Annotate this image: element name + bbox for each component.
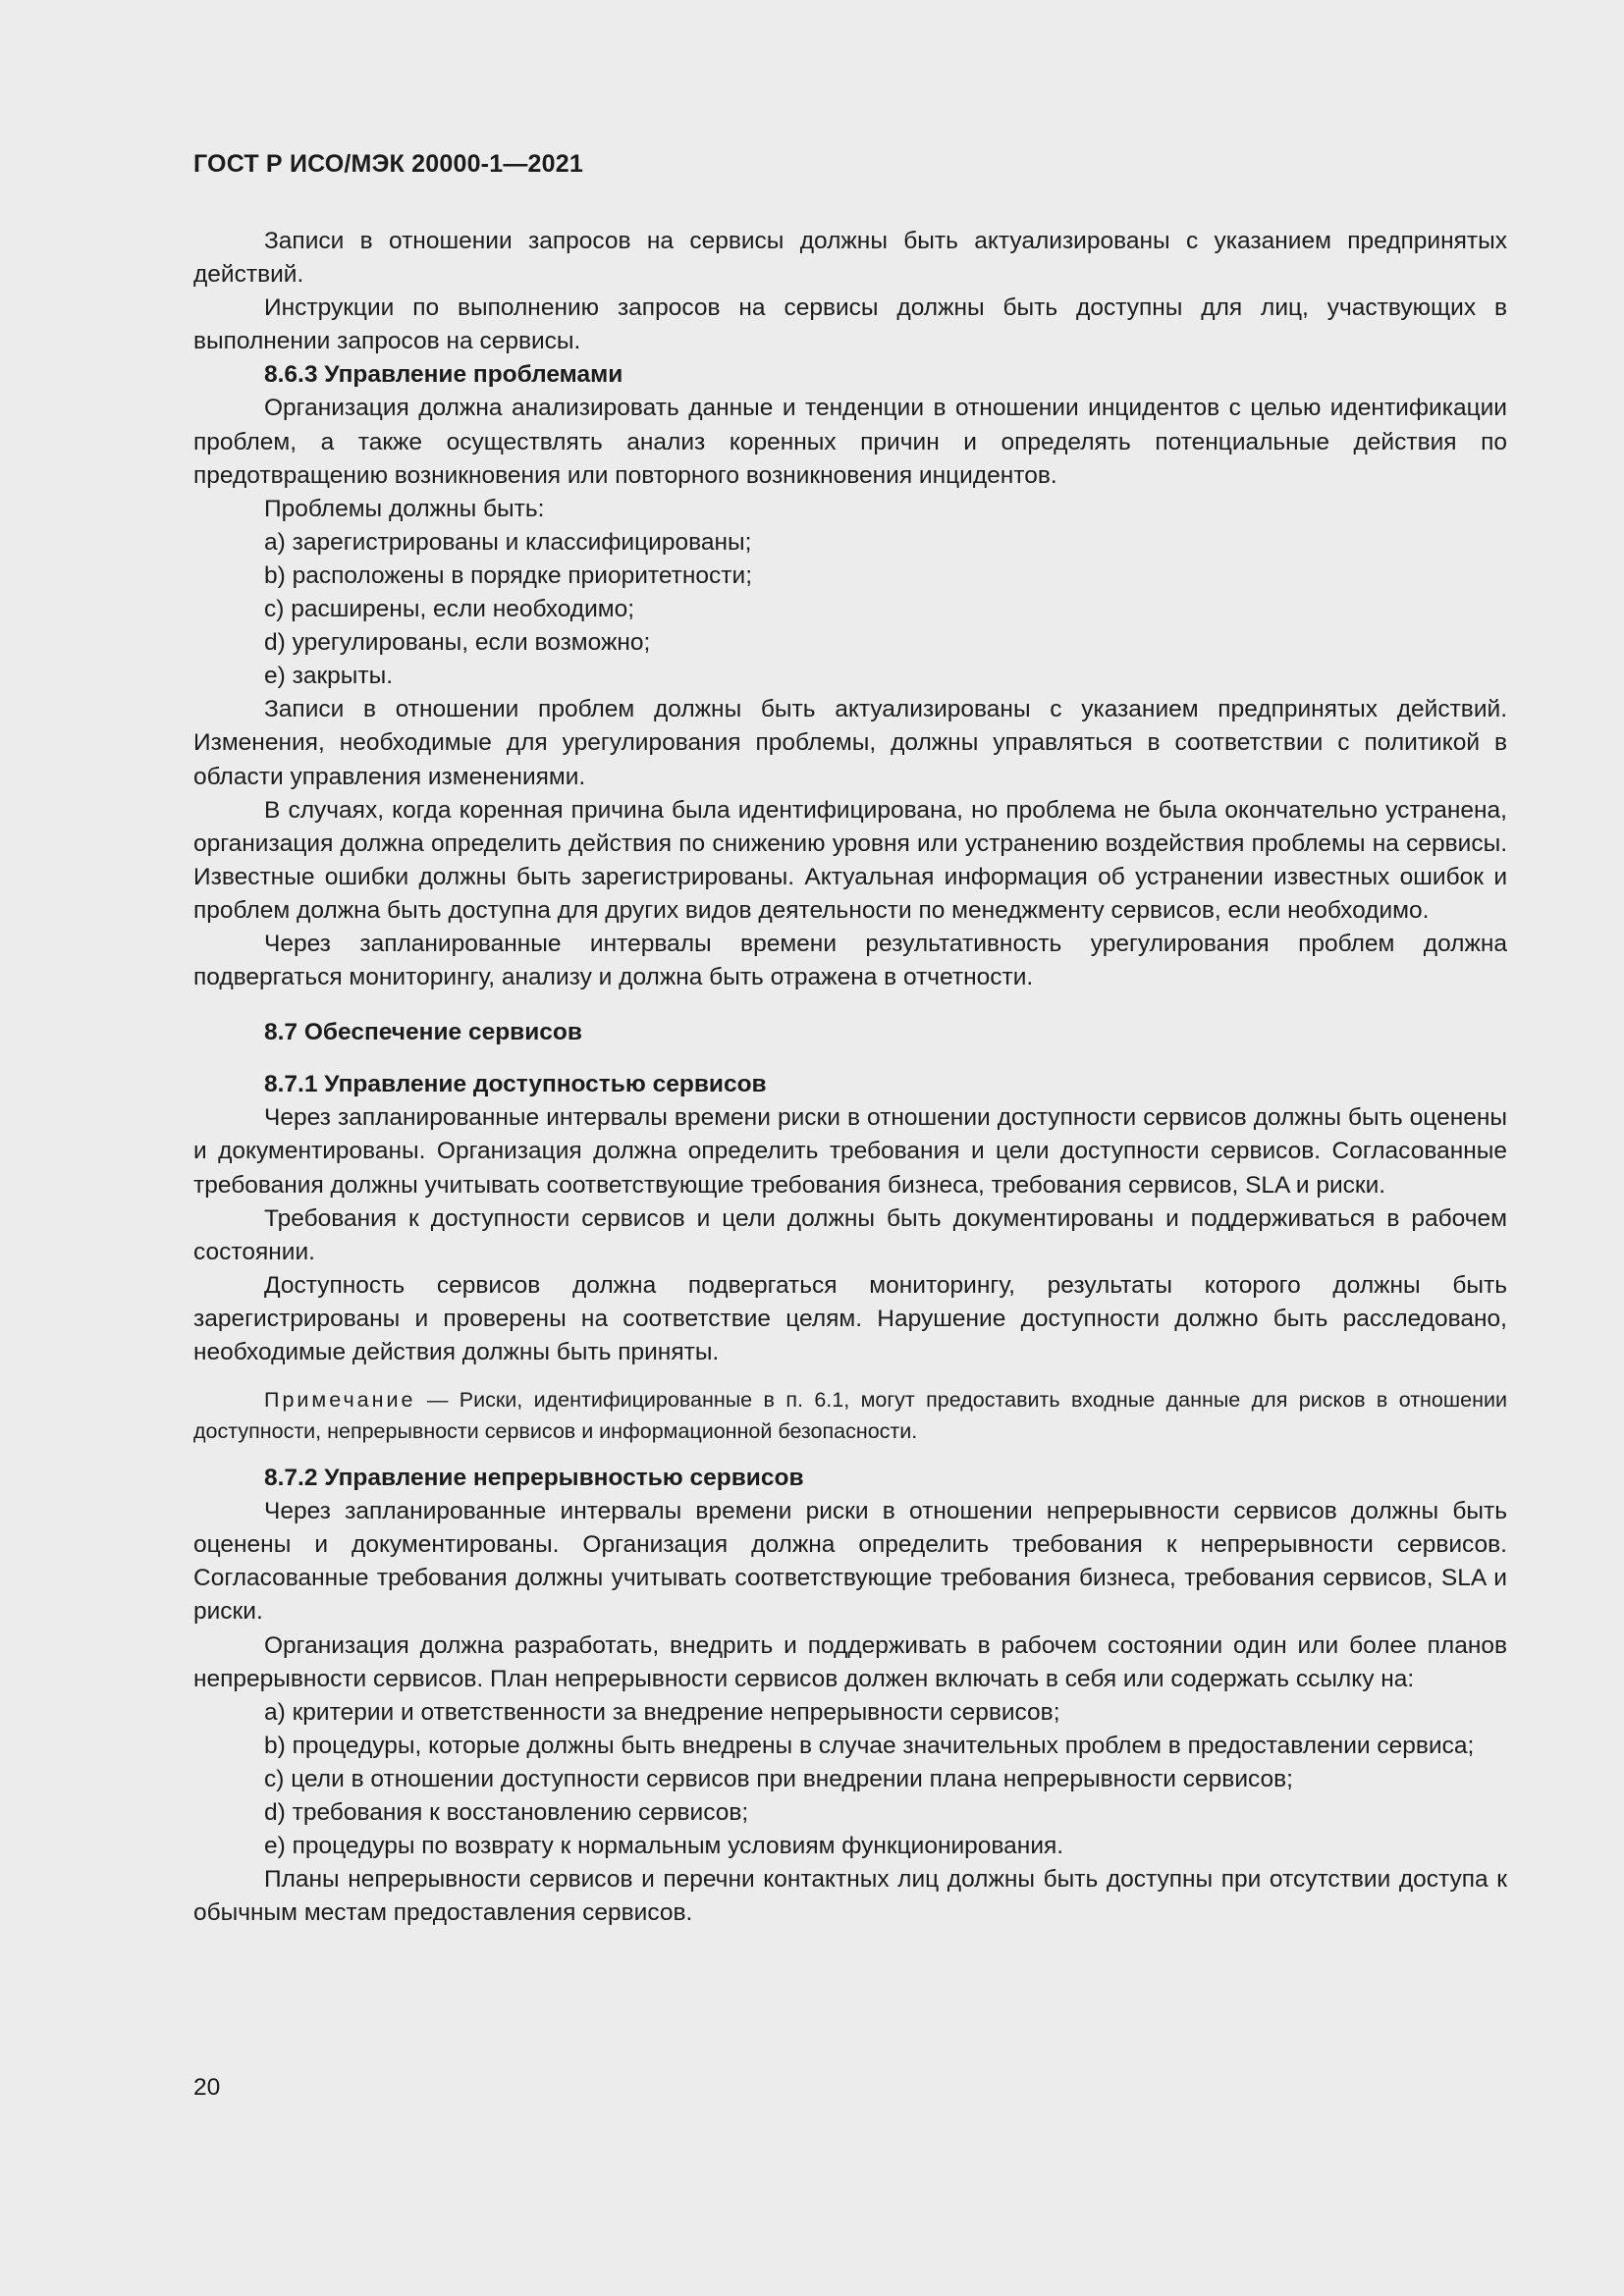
list-item: c) цели в отношении доступности сервисов при внедрении плана непрерывности сервисов;	[264, 1765, 1293, 1792]
section-heading-8-7-1: 8.7.1 Управление доступностью сервисов	[264, 1071, 767, 1098]
paragraph: В случаях, когда коренная причина была идентифицирована, но проблема не была окончательно устранена, организация должна определить действия по снижению уровня или устранению воздействия проблемы на сервисы. Известные ошибки должны быть зарегистрированы. Актуальная информация об устранении известных ошибок и проблем должна быть доступна для других видов деятельности по менеджменту сервисов, если необходимо.	[193, 796, 1507, 924]
paragraph: Записи в отношении проблем должны быть актуализированы с указанием предпринятых действий. Изменения, необходимые для урегулирования проблемы, должны управляться в соответствии с политикой в области управления изменениями.	[193, 696, 1507, 790]
list-item: a) критерии и ответственности за внедрение непрерывности сервисов;	[264, 1698, 1060, 1726]
section-heading-8-7-2: 8.7.2 Управление непрерывностью сервисов	[264, 1465, 804, 1492]
list-item: c) расширены, если необходимо;	[264, 596, 635, 623]
paragraph: Через запланированные интервалы времени риски в отношении непрерывности сервисов должны быть оценены и документированы. Организация должна определить требования к непрерывности сервисов. Согласованные требования должны учитывать соответствующие требования бизнеса, требования сервисов, SLA и риски.	[193, 1498, 1507, 1626]
list-item: b) процедуры, которые должны быть внедрены в случае значительных проблем в предоставлении сервиса;	[264, 1732, 1475, 1759]
standard-designation: ГОСТ Р ИСО/МЭК 20000-1—2021	[193, 150, 583, 178]
section-heading-8-7: 8.7 Обеспечение сервисов	[264, 1019, 582, 1046]
list-item: d) требования к восстановлению сервисов;	[264, 1799, 749, 1827]
paragraph: Через запланированные интервалы времени риски в отношении доступности сервисов должны быть оценены и документированы. Организация должна определить требования и цели доступности сервисов. Согласованные требования должны учитывать соответствующие требования бизнеса, требования сервисов, SLA и риски.	[193, 1104, 1507, 1199]
paragraph: Через запланированные интервалы времени результативность урегулирования проблем должна подвергаться мониторингу, анализу и должна быть отражена в отчетности.	[193, 930, 1507, 991]
page-content	[193, 225, 1507, 1930]
paragraph: Записи в отношении запросов на сервисы должны быть актуализированы с указанием предпринятых действий.	[193, 228, 1507, 289]
paragraph: Доступность сервисов должна подвергаться мониторингу, результаты которого должны быть зарегистрированы и проверены на соответствие целям. Нарушение доступности должно быть расследовано, необходимые действия должны быть приняты.	[193, 1271, 1507, 1365]
paragraph: Планы непрерывности сервисов и перечни контактных лиц должны быть доступны при отсутствии доступа к обычным местам предоставления сервисов.	[193, 1866, 1507, 1927]
list-item: a) зарегистрированы и классифицированы;	[264, 528, 752, 556]
list-item: d) урегулированы, если возможно;	[264, 629, 651, 657]
list-item: e) закрыты.	[264, 663, 394, 690]
list-item: e) процедуры по возврату к нормальным условиям функционирования.	[264, 1833, 1064, 1860]
paragraph: Проблемы должны быть:	[264, 495, 545, 522]
note-text: — Риски, идентифицированные в п. 6.1, могут предоставить входные данные для рисков в отношении доступности, непрерывности сервисов и информационной безопасности.	[193, 1388, 1507, 1444]
note	[193, 1384, 1507, 1447]
paragraph: Инструкции по выполнению запросов на сервисы должны быть доступны для лиц, участвующих в выполнении запросов на сервисы.	[193, 294, 1507, 355]
note-label: Примечание	[264, 1388, 416, 1413]
paragraph: Организация должна разработать, внедрить и поддерживать в рабочем состоянии один или более планов непрерывности сервисов. План непрерывности сервисов должен включать в себя или содержать ссылку на:	[193, 1631, 1507, 1692]
section-heading-8-6-3: 8.6.3 Управление проблемами	[264, 361, 623, 389]
paragraph: Организация должна анализировать данные и тенденции в отношении инцидентов с целью идентификации проблем, а также осуществлять анализ коренных причин и определять потенциальные действия по предотвращению возникновения или повторного возникновения инцидентов.	[193, 395, 1507, 489]
paragraph: Требования к доступности сервисов и цели должны быть документированы и поддерживаться в рабочем состоянии.	[193, 1204, 1507, 1265]
list-item: b) расположены в порядке приоритетности;	[264, 561, 752, 589]
page-number: 20	[193, 2074, 221, 2101]
